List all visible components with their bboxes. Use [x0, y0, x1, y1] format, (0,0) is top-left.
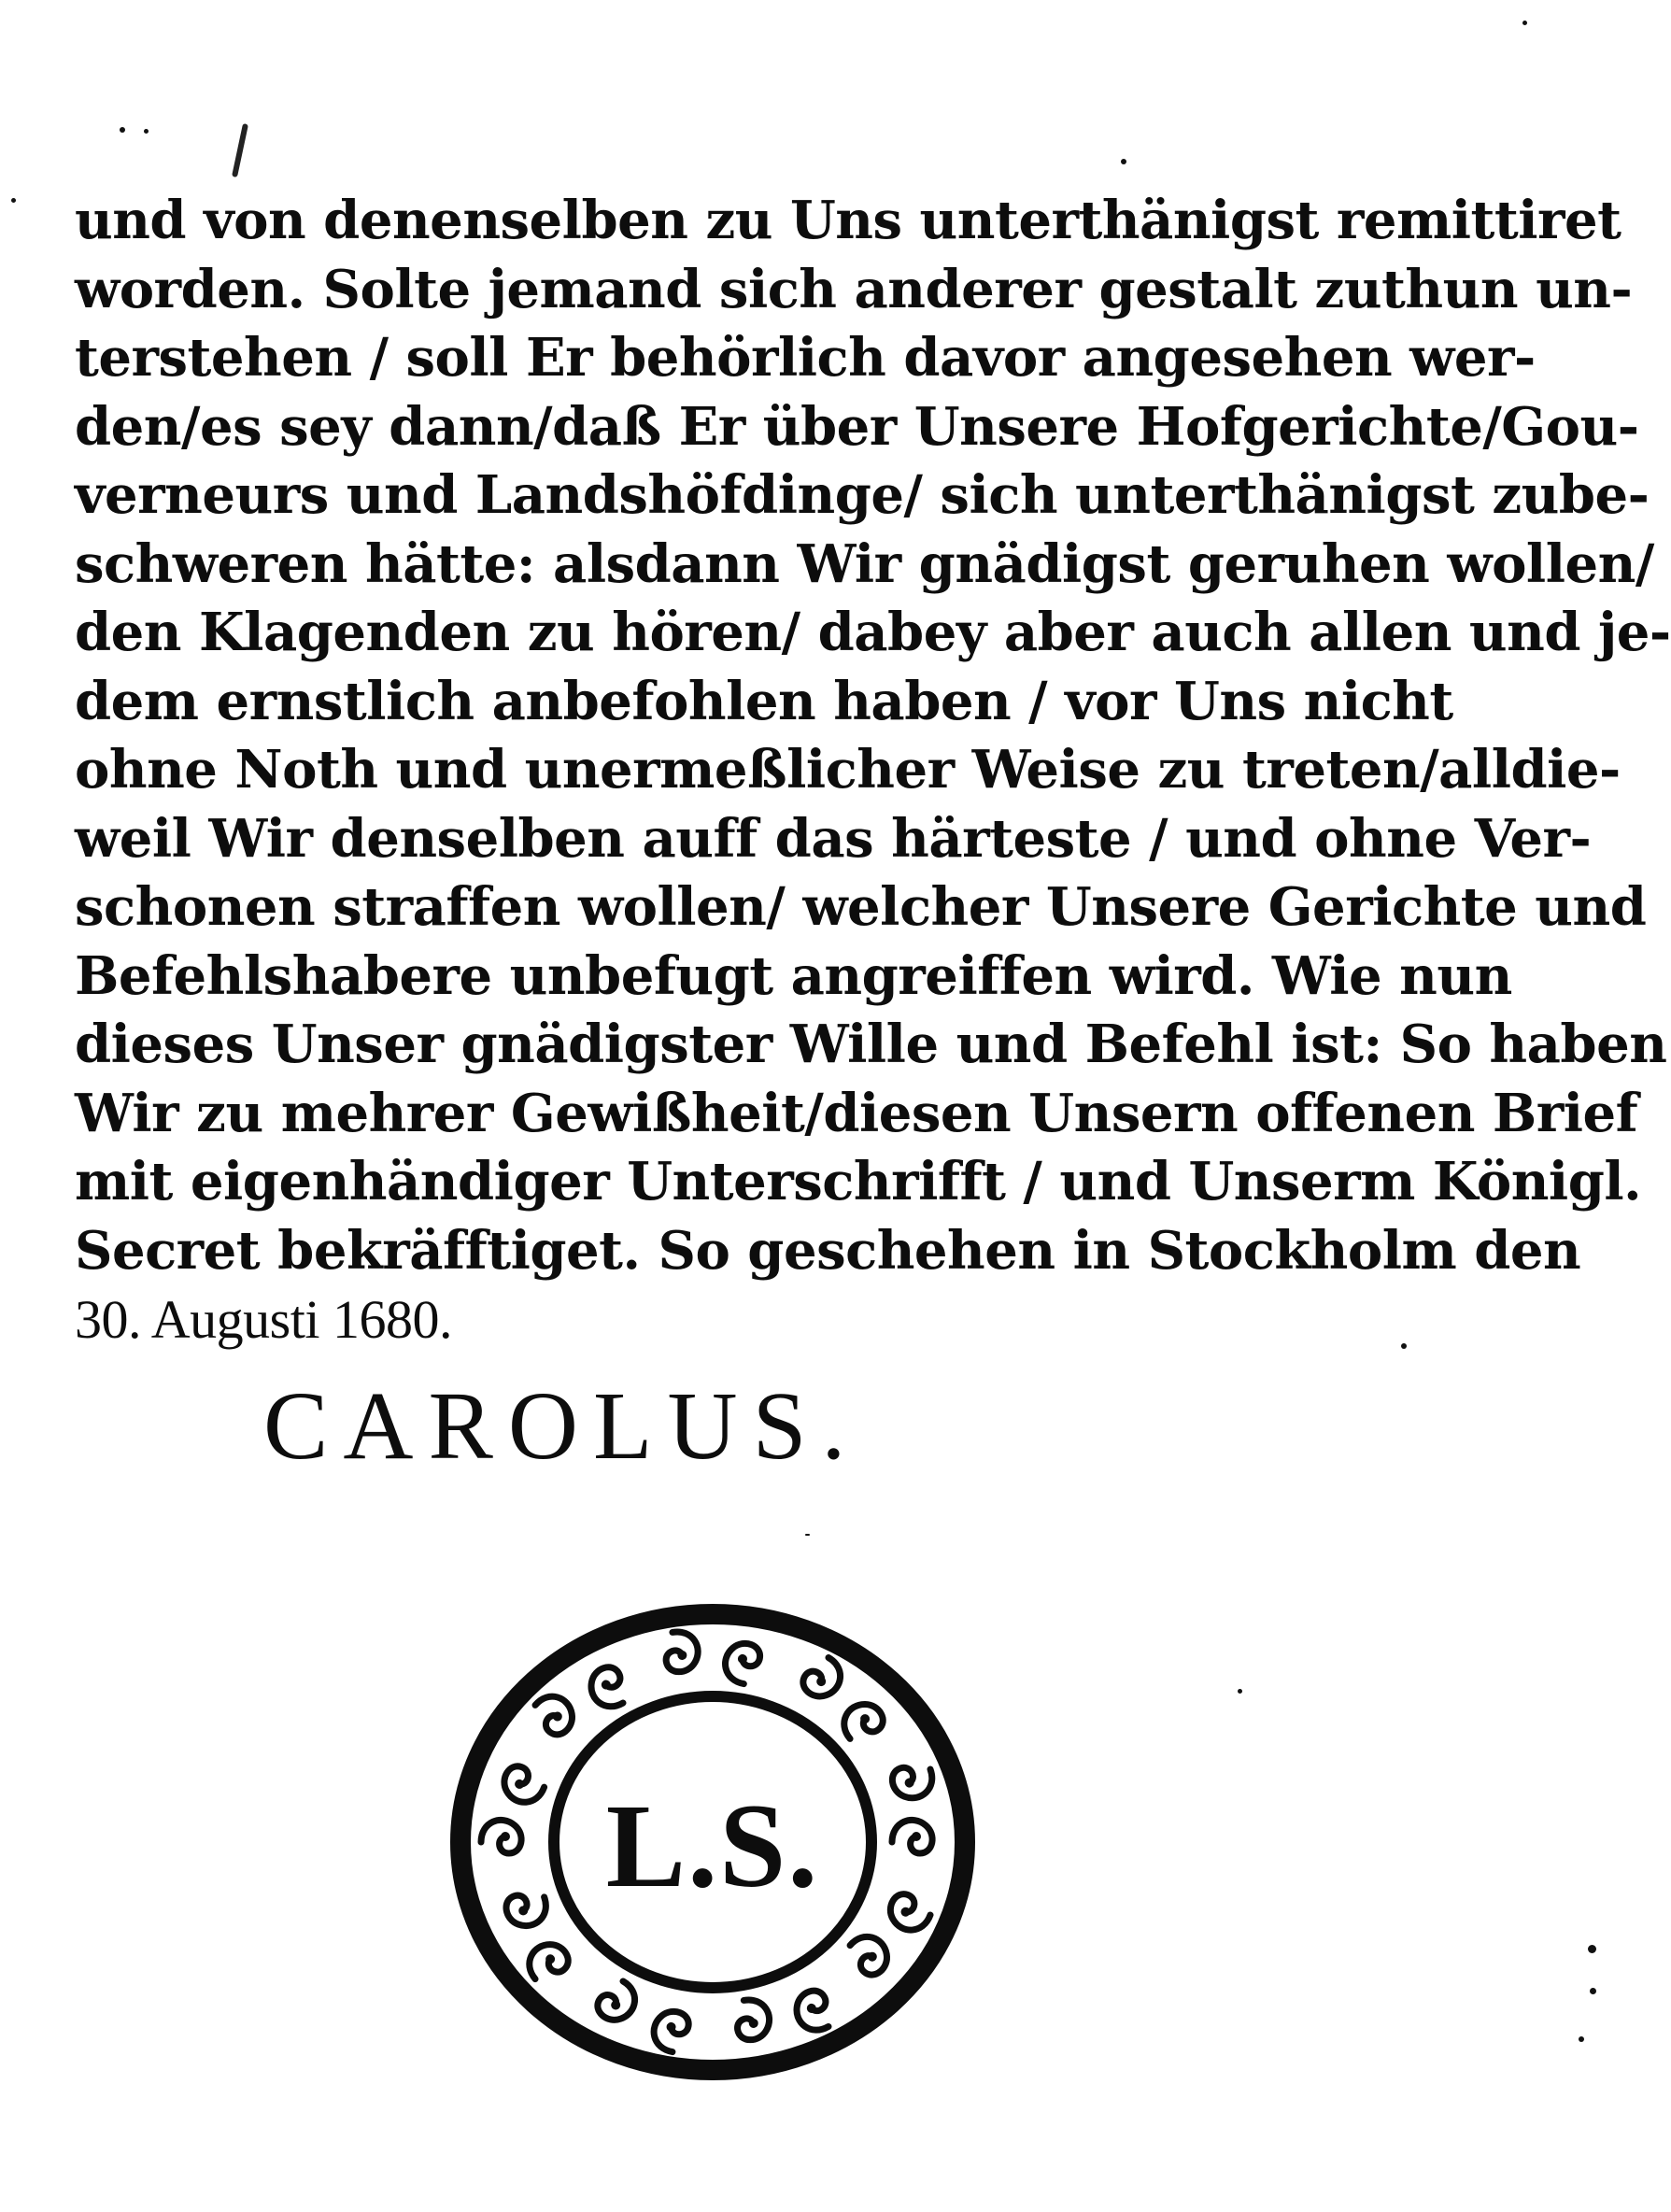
text-line: Wir zu mehrer Gewißheit/diesen Unsern offenen Brief	[75, 1082, 1638, 1144]
text-line: den/es sey dann/daß Er über Unsere Hofgerichte/Gou-	[75, 395, 1639, 458]
text-line: terstehen / soll Er behörlich davor angesehen wer-	[75, 327, 1536, 389]
ink-speck	[805, 1534, 810, 1536]
ink-speck	[144, 129, 149, 134]
text-line: verneurs und Landshöfdinge/ sich unterthänigst zube-	[75, 464, 1650, 526]
seal-label: L.S.	[605, 1779, 820, 1912]
ink-speck	[1579, 2036, 1584, 2042]
ink-speck	[11, 198, 16, 203]
text-line: schweren hätte: alsdann Wir gnädigst geruhen wollen/	[75, 532, 1654, 595]
date-line: 30. Augusti 1680.	[75, 1289, 452, 1350]
text-line: und von denenselben zu Uns unterthänigst remittiret	[75, 190, 1621, 251]
ink-speck	[1590, 1988, 1596, 1994]
text-line: worden. Solte jemand sich anderer gestalt zuthun un-	[75, 258, 1633, 320]
text-line: dem ernstlich anbefohlen haben / vor Uns nicht	[75, 670, 1453, 732]
ink-speck	[120, 127, 125, 133]
ink-speck	[1121, 159, 1126, 164]
ink-speck	[1588, 1945, 1596, 1953]
text-line: schonen straffen wollen/ welcher Unsere Gerichte und	[75, 876, 1647, 938]
text-line: Secret bekräfftiget. So geschehen in Stockholm den	[75, 1219, 1581, 1282]
text-line: den Klagenden zu hören/ dabey aber auch allen und je-	[75, 602, 1671, 663]
ink-speck	[1522, 21, 1527, 25]
ink-speck	[1238, 1689, 1242, 1694]
text-line: dieses Unser gnädigster Wille und Befehl ist: So haben	[75, 1014, 1667, 1075]
text-line: Befehlshabere unbefugt angreiffen wird. Wie nun	[75, 944, 1512, 1007]
text-line: ohne Noth und unermeßlicher Weise zu treten/alldie-	[75, 739, 1621, 801]
ornamental-seal	[446, 1597, 979, 2083]
text-line: mit eigenhändiger Unterschrifft / und Unserm Königl.	[75, 1151, 1642, 1212]
document-body-text	[75, 187, 1671, 1354]
text-line: weil Wir denselben auff das härteste / und ohne Ver-	[75, 807, 1592, 870]
royal-signature: CAROLUS.	[263, 1372, 861, 1480]
ink-stroke-mark	[232, 123, 248, 177]
